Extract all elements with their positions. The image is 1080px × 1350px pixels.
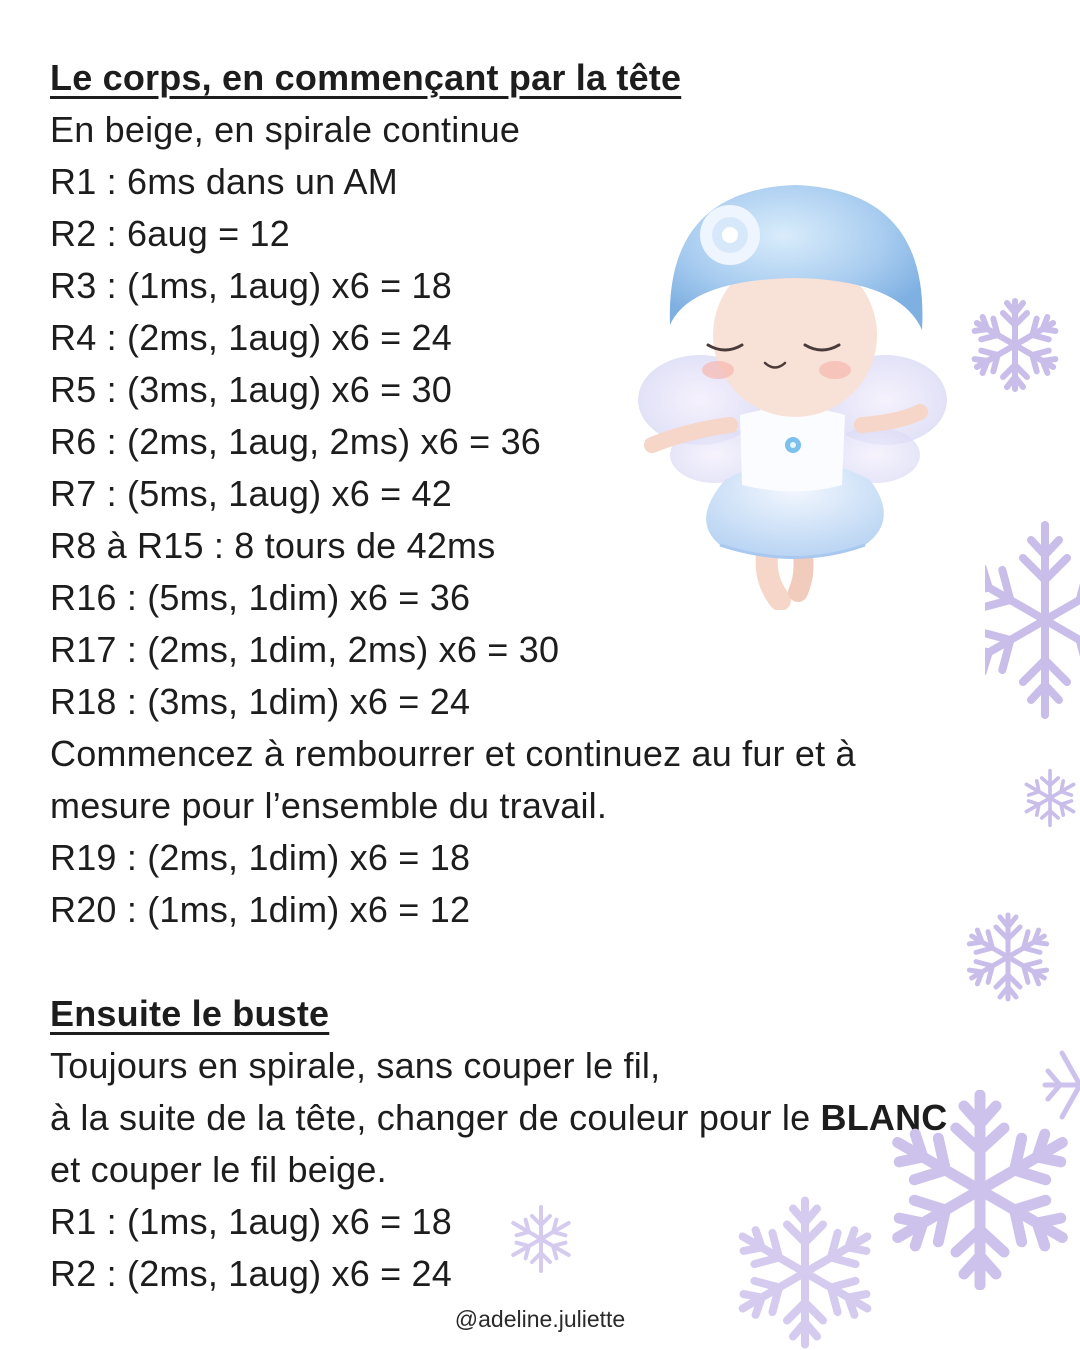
color-change-period: . bbox=[947, 1097, 958, 1138]
instruction-line: R7 : (5ms, 1aug) x6 = 42 bbox=[50, 473, 452, 514]
color-name-white: BLANC bbox=[820, 1097, 948, 1138]
instruction-line: R20 : (1ms, 1dim) x6 = 12 bbox=[50, 889, 471, 930]
snowflake-icon bbox=[960, 912, 1056, 1002]
instruction-line: R17 : (2ms, 1dim, 2ms) x6 = 30 bbox=[50, 629, 560, 670]
instruction-line: R16 : (5ms, 1dim) x6 = 36 bbox=[50, 577, 471, 618]
section-heading-body: Le corps, en commençant par la tête bbox=[50, 57, 682, 98]
instruction-line: R18 : (3ms, 1dim) x6 = 24 bbox=[50, 681, 471, 722]
section-heading-bust: Ensuite le buste bbox=[50, 993, 330, 1034]
instruction-line: R4 : (2ms, 1aug) x6 = 24 bbox=[50, 317, 452, 358]
instruction-line: R19 : (2ms, 1dim) x6 = 18 bbox=[50, 837, 471, 878]
instruction-line: R2 : 6aug = 12 bbox=[50, 213, 290, 254]
instruction-line: R3 : (1ms, 1aug) x6 = 18 bbox=[50, 265, 452, 306]
instruction-line: Toujours en spirale, sans couper le fil, bbox=[50, 1045, 661, 1086]
instruction-line: R2 : (2ms, 1aug) x6 = 24 bbox=[50, 1253, 452, 1294]
author-handle: @adeline.juliette bbox=[454, 1306, 626, 1332]
instruction-line: En beige, en spirale continue bbox=[50, 109, 521, 150]
instruction-line: R8 à R15 : 8 tours de 42ms bbox=[50, 525, 496, 566]
snowflake-icon bbox=[985, 520, 1080, 720]
instruction-line: R1 : (1ms, 1aug) x6 = 18 bbox=[50, 1201, 452, 1242]
snowflake-icon bbox=[1020, 765, 1080, 831]
color-change-text: à la suite de la tête, changer de couleur pour le bbox=[50, 1097, 821, 1138]
snowflake-icon bbox=[505, 1205, 577, 1273]
fairy-doll-icon bbox=[630, 160, 960, 610]
instruction-line: R5 : (3ms, 1aug) x6 = 30 bbox=[50, 369, 452, 410]
instruction-line: R6 : (2ms, 1aug, 2ms) x6 = 36 bbox=[50, 421, 542, 462]
snowflake-icon bbox=[965, 295, 1065, 395]
instruction-line: R1 : 6ms dans un AM bbox=[50, 161, 398, 202]
stuffing-note: Commencez à rembourrer et continuez au fur et à mesure pour l’ensemble du travail. bbox=[50, 733, 856, 826]
section-gap bbox=[50, 936, 1050, 988]
snowflake-icon bbox=[1040, 1040, 1080, 1130]
instruction-line: et couper le fil beige. bbox=[50, 1149, 387, 1190]
